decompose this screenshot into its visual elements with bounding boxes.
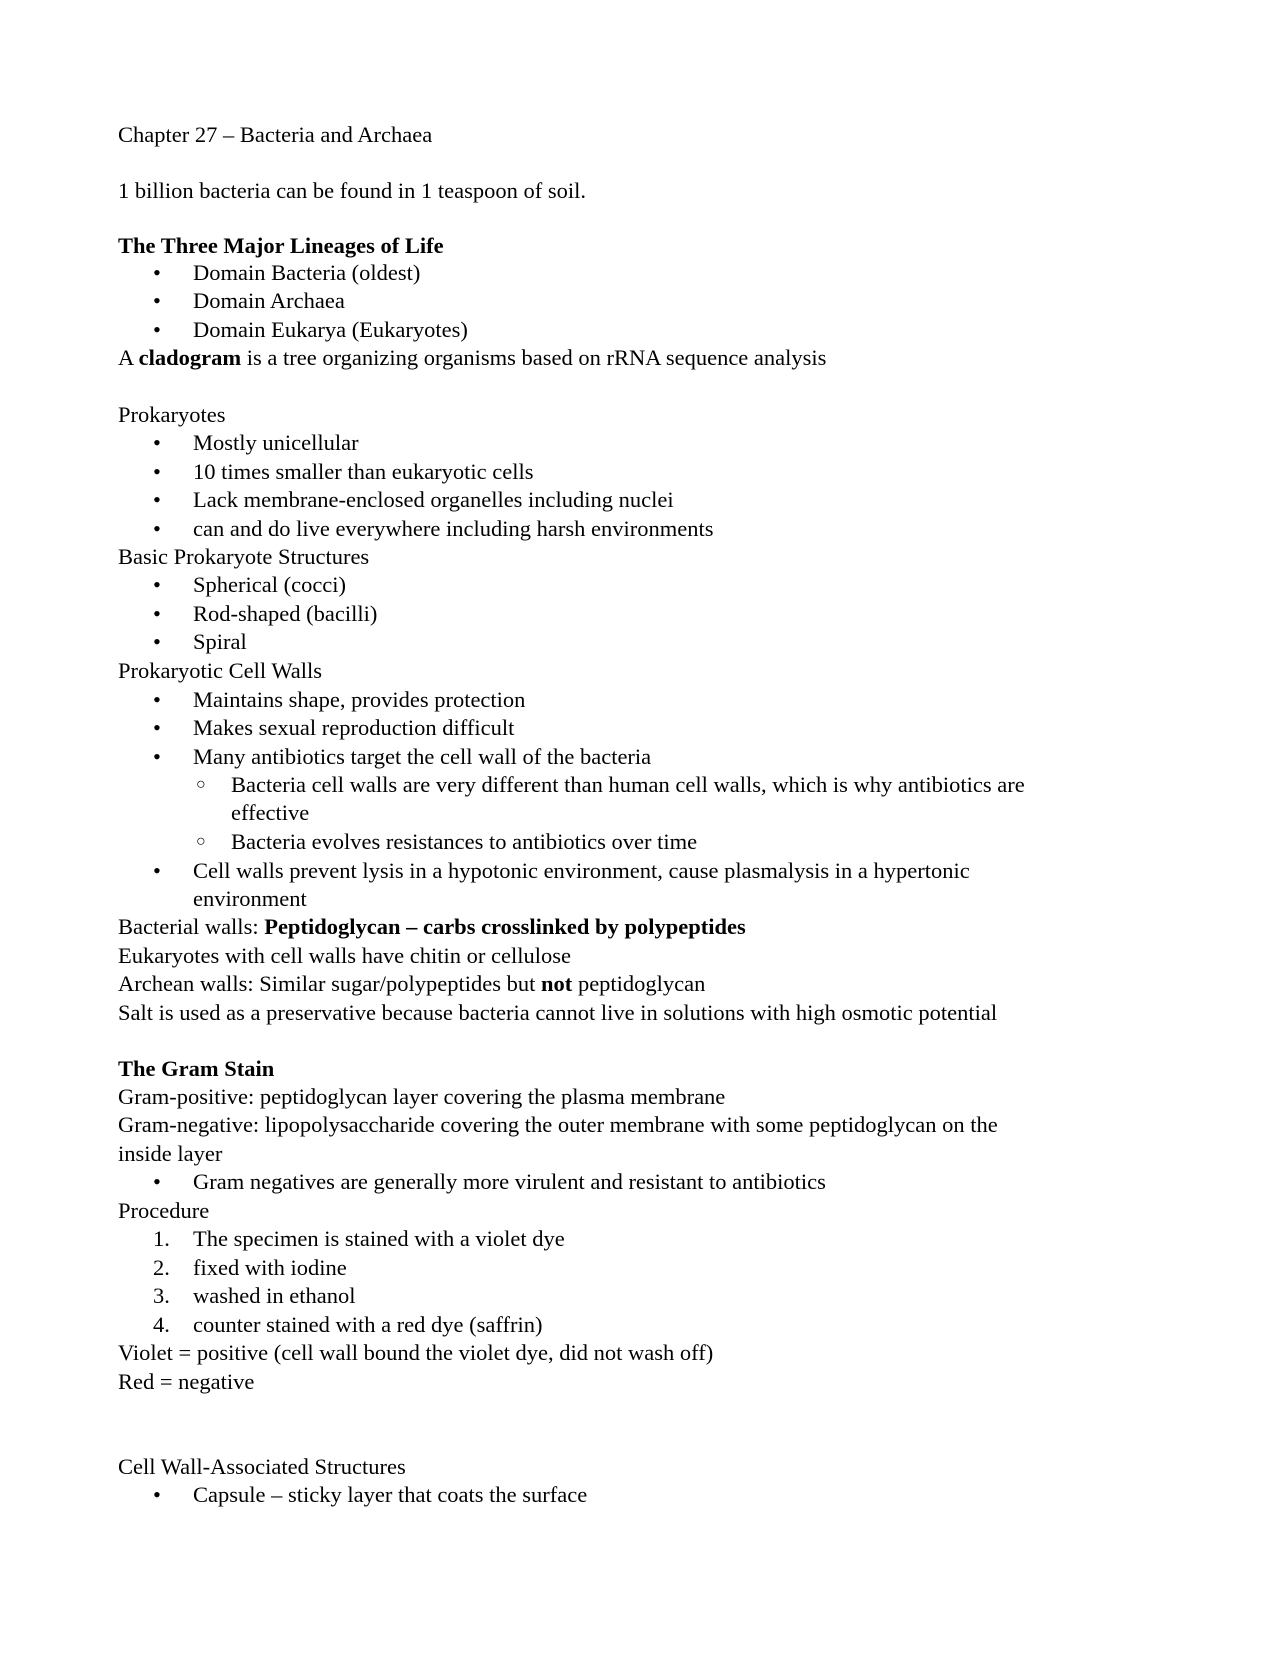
gram-positive-line: Gram-positive: peptidoglycan layer covering the plasma membrane: [118, 1084, 726, 1109]
bullet-icon: •: [153, 572, 161, 597]
gram-negative-line: Gram-negative: lipopolysaccharide covering the outer membrane with some peptidoglycan on the: [118, 1112, 998, 1137]
list-item: Lack membrane-enclosed organelles including nuclei: [193, 487, 674, 512]
gram-negative-line-cont: inside layer: [118, 1141, 223, 1166]
red-line: Red = negative: [118, 1369, 255, 1394]
bullet-icon: •: [153, 744, 161, 769]
bullet-icon: •: [153, 1482, 161, 1507]
associated-heading: Cell Wall-Associated Structures: [118, 1454, 406, 1479]
sub-list-item: Bacteria cell walls are very different than human cell walls, which is why antibiotics are: [231, 772, 1025, 797]
bullet-icon: •: [153, 260, 161, 285]
gram-heading: The Gram Stain: [118, 1056, 275, 1081]
bullet-icon: •: [153, 487, 161, 512]
list-item: can and do live everywhere including harsh environments: [193, 516, 714, 541]
bullet-icon: •: [153, 601, 161, 626]
step-text: The specimen is stained with a violet dye: [193, 1226, 565, 1251]
list-item: Spiral: [193, 629, 247, 654]
salt-line: Salt is used as a preservative because bacteria cannot live in solutions with high osmotic potential: [118, 1000, 998, 1025]
bullet-icon: •: [153, 715, 161, 740]
eukaryotes-line: Eukaryotes with cell walls have chitin or cellulose: [118, 943, 571, 968]
bullet-icon: •: [153, 687, 161, 712]
sub-list-item-cont: effective: [231, 800, 310, 825]
list-item-cont: environment: [193, 886, 307, 911]
bullet-icon: •: [153, 459, 161, 484]
lineages-heading: The Three Major Lineages of Life: [118, 233, 444, 258]
sub-bullet-icon: ○: [196, 776, 206, 793]
list-item: Spherical (cocci): [193, 572, 347, 597]
list-item: Capsule – sticky layer that coats the surface: [193, 1482, 588, 1507]
sub-list-item: Bacteria evolves resistances to antibiotics over time: [231, 829, 698, 854]
doc-title: Chapter 27 – Bacteria and Archaea: [118, 122, 433, 147]
list-item: 10 times smaller than eukaryotic cells: [193, 459, 534, 484]
violet-line: Violet = positive (cell wall bound the violet dye, did not wash off): [118, 1340, 714, 1365]
step-text: washed in ethanol: [193, 1283, 356, 1308]
bullet-icon: •: [153, 516, 161, 541]
step-text: fixed with iodine: [193, 1255, 347, 1280]
list-item: Many antibiotics target the cell wall of the bacteria: [193, 744, 652, 769]
list-item: Makes sexual reproduction difficult: [193, 715, 515, 740]
intro-line: 1 billion bacteria can be found in 1 teaspoon of soil.: [118, 178, 587, 203]
step-number: 3.: [153, 1283, 170, 1308]
list-item: Maintains shape, provides protection: [193, 687, 526, 712]
list-item: Domain Bacteria (oldest): [193, 260, 421, 285]
bullet-icon: •: [153, 1169, 161, 1194]
procedure-heading: Procedure: [118, 1198, 210, 1223]
cell-walls-heading: Prokaryotic Cell Walls: [118, 658, 322, 683]
list-item: Domain Archaea: [193, 288, 345, 313]
step-number: 4.: [153, 1312, 170, 1337]
bullet-icon: •: [153, 430, 161, 455]
step-number: 1.: [153, 1226, 170, 1251]
bullet-icon: •: [153, 317, 161, 342]
archean-line: Archean walls: Similar sugar/polypeptides but not peptidoglycan: [118, 971, 706, 996]
bullet-icon: •: [153, 858, 161, 883]
cladogram-line: A cladogram is a tree organizing organisms based on rRNA sequence analysis: [118, 345, 827, 370]
list-item: Domain Eukarya (Eukaryotes): [193, 317, 468, 342]
bullet-icon: •: [153, 629, 161, 654]
list-item: Gram negatives are generally more virulent and resistant to antibiotics: [193, 1169, 826, 1194]
step-number: 2.: [153, 1255, 170, 1280]
prokaryotes-heading: Prokaryotes: [118, 402, 226, 427]
list-item: Mostly unicellular: [193, 430, 359, 455]
structures-heading: Basic Prokaryote Structures: [118, 544, 370, 569]
list-item: Cell walls prevent lysis in a hypotonic environment, cause plasmalysis in a hypertonic: [193, 858, 970, 883]
bullet-icon: •: [153, 288, 161, 313]
sub-bullet-icon: ○: [196, 833, 206, 850]
step-text: counter stained with a red dye (saffrin): [193, 1312, 543, 1337]
bacterial-walls-line: Bacterial walls: Peptidoglycan – carbs crosslinked by polypeptides: [118, 914, 746, 939]
list-item: Rod-shaped (bacilli): [193, 601, 378, 626]
